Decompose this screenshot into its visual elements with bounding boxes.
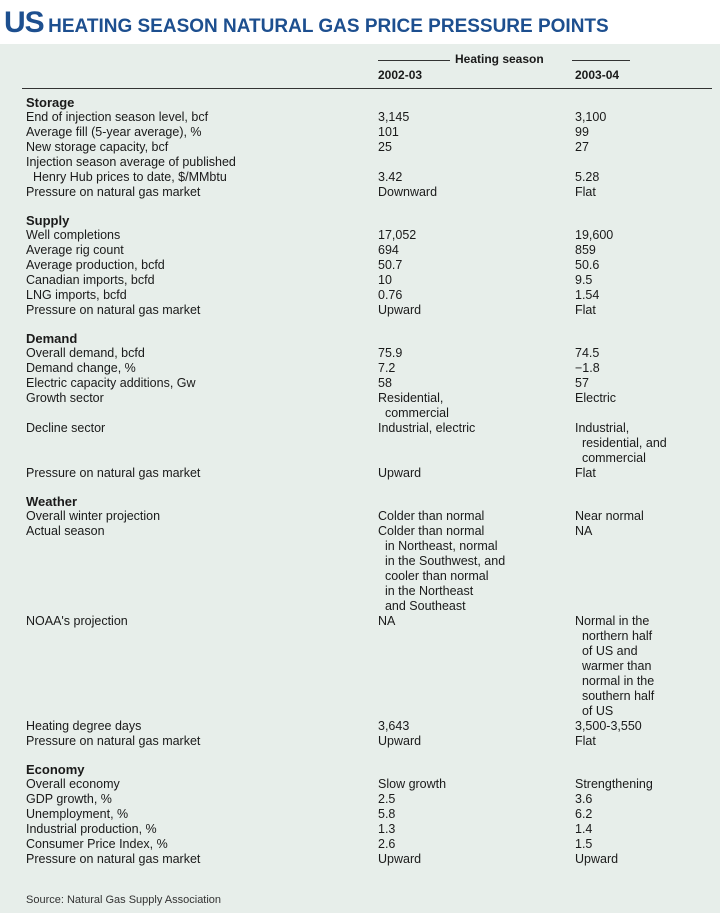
table-row xyxy=(0,361,720,376)
table-row xyxy=(0,273,720,288)
table-title xyxy=(4,6,716,40)
column-header-2002-03: 2002-03 xyxy=(378,68,423,82)
value-2003-04: 3.6 xyxy=(575,792,593,806)
row-label: Well completions xyxy=(26,228,121,242)
row-label: Pressure on natural gas market xyxy=(26,734,201,748)
table-row xyxy=(0,391,720,421)
value-2003-04: 99 xyxy=(575,125,589,139)
row-label: Consumer Price Index, % xyxy=(26,837,168,851)
row-label: LNG imports, bcfd xyxy=(26,288,127,302)
value-2002-03: 2.6 xyxy=(378,837,396,851)
row-label: Demand change, % xyxy=(26,361,136,375)
row-label: Pressure on natural gas market xyxy=(26,303,201,317)
title-us: US xyxy=(4,6,44,39)
value-2002-03: 3,643 xyxy=(378,719,410,733)
value-2003-04: 1.54 xyxy=(575,288,600,302)
value-2003-04: 1.5 xyxy=(575,837,593,851)
value-2002-03: Upward xyxy=(378,303,422,317)
table-row xyxy=(0,524,720,614)
value-2002-03: 75.9 xyxy=(378,346,403,360)
value-2002-03: 2.5 xyxy=(378,792,396,806)
row-label: End of injection season level, bcf xyxy=(26,110,209,124)
table-row xyxy=(0,509,720,524)
title-rest: HEATING SEASON NATURAL GAS PRICE PRESSURE POINTS xyxy=(48,16,609,37)
table-row xyxy=(0,228,720,243)
value-2002-03: Slow growth xyxy=(378,777,447,791)
row-label: NOAA's projection xyxy=(26,614,128,628)
table-row xyxy=(0,125,720,140)
heating-season-rule-right xyxy=(572,60,630,61)
value-2002-03: 1.3 xyxy=(378,822,396,836)
value-2003-04: 1.4 xyxy=(575,822,593,836)
table-row xyxy=(0,807,720,822)
row-label: Pressure on natural gas market xyxy=(26,466,201,480)
table-row xyxy=(0,792,720,807)
section-title: Weather xyxy=(26,494,78,509)
table-row xyxy=(0,346,720,361)
table-sections xyxy=(0,96,720,881)
section-title: Demand xyxy=(26,331,78,346)
table-panel xyxy=(0,44,720,913)
value-2002-03: Industrial, electric xyxy=(378,421,476,435)
table-row xyxy=(0,110,720,125)
row-label: Injection season average of published Henry Hub prices to date, $/MMbtu xyxy=(26,155,236,184)
section-title: Supply xyxy=(26,213,70,228)
row-label: Overall demand, bcfd xyxy=(26,346,145,360)
section-demand xyxy=(0,332,720,481)
row-label: Average production, bcfd xyxy=(26,258,165,272)
table-row xyxy=(0,837,720,852)
table-row xyxy=(0,303,720,318)
value-2002-03: 10 xyxy=(378,273,392,287)
value-2002-03: Upward xyxy=(378,466,422,480)
heating-season-rule-left xyxy=(378,60,450,61)
row-label: Heating degree days xyxy=(26,719,142,733)
row-label: Electric capacity additions, Gw xyxy=(26,376,196,390)
value-2003-04: Upward xyxy=(575,852,619,866)
value-2003-04: 50.6 xyxy=(575,258,600,272)
row-label: Decline sector xyxy=(26,421,106,435)
table-row xyxy=(0,243,720,258)
value-2003-04: Flat xyxy=(575,185,596,199)
table-row xyxy=(0,614,720,719)
value-2002-03: Colder than normal xyxy=(378,509,485,523)
section-storage xyxy=(0,96,720,200)
value-2002-03: 5.8 xyxy=(378,807,396,821)
heating-season-label: Heating season xyxy=(455,52,544,66)
column-header-2003-04: 2003-04 xyxy=(575,68,620,82)
value-2002-03: 0.76 xyxy=(378,288,403,302)
row-label: Unemployment, % xyxy=(26,807,129,821)
source-note: Source: Natural Gas Supply Association xyxy=(26,894,222,906)
value-2002-03: Downward xyxy=(378,185,438,199)
value-2003-04: 3,500-3,550 xyxy=(575,719,642,733)
row-label: Industrial production, % xyxy=(26,822,157,836)
table-row xyxy=(0,466,720,481)
row-label: Average fill (5-year average), % xyxy=(26,125,202,139)
table-row xyxy=(0,852,720,867)
value-2003-04: NA xyxy=(575,524,593,538)
value-2002-03: 7.2 xyxy=(378,361,396,375)
value-2003-04: 57 xyxy=(575,376,589,390)
table-row xyxy=(0,719,720,734)
value-2003-04: 5.28 xyxy=(575,170,600,184)
section-economy xyxy=(0,763,720,867)
row-label: Overall economy xyxy=(26,777,120,791)
row-label: Canadian imports, bcfd xyxy=(26,273,155,287)
table-row xyxy=(0,777,720,792)
row-label: GDP growth, % xyxy=(26,792,112,806)
table-row xyxy=(0,258,720,273)
value-2002-03: 50.7 xyxy=(378,258,403,272)
table-row xyxy=(0,421,720,466)
row-label: Pressure on natural gas market xyxy=(26,852,201,866)
table-row xyxy=(0,822,720,837)
table-row xyxy=(0,734,720,749)
value-2003-04: 859 xyxy=(575,243,596,257)
value-2003-04: Flat xyxy=(575,466,596,480)
value-2003-04: Normal in the northern half of US and warmer than normal in the southern half of US xyxy=(575,614,655,718)
value-2003-04: 74.5 xyxy=(575,346,600,360)
section-title: Economy xyxy=(26,762,85,777)
row-label: New storage capacity, bcf xyxy=(26,140,169,154)
value-2002-03: 101 xyxy=(378,125,399,139)
row-label: Growth sector xyxy=(26,391,104,405)
row-label: Actual season xyxy=(26,524,105,538)
value-2003-04: 27 xyxy=(575,140,589,154)
header-divider xyxy=(22,88,712,89)
value-2002-03: NA xyxy=(378,614,396,628)
value-2003-04: −1.8 xyxy=(575,361,600,375)
row-label: Average rig count xyxy=(26,243,124,257)
table-row xyxy=(0,140,720,155)
value-2002-03: 58 xyxy=(378,376,392,390)
row-label: Pressure on natural gas market xyxy=(26,185,201,199)
value-2003-04: Flat xyxy=(575,303,596,317)
table-row xyxy=(0,376,720,391)
table-row xyxy=(0,185,720,200)
section-supply xyxy=(0,214,720,318)
value-2003-04: 3,100 xyxy=(575,110,607,124)
value-2003-04: 19,600 xyxy=(575,228,614,242)
value-2003-04: Near normal xyxy=(575,509,644,523)
value-2002-03: 694 xyxy=(378,243,399,257)
section-title: Storage xyxy=(26,95,75,110)
value-2002-03: 17,052 xyxy=(378,228,417,242)
value-2002-03: 3,145 xyxy=(378,110,410,124)
value-2003-04: 6.2 xyxy=(575,807,593,821)
value-2003-04: Industrial, residential, and commercial xyxy=(575,421,667,465)
value-2003-04: Electric xyxy=(575,391,616,405)
value-2003-04: Flat xyxy=(575,734,596,748)
table-row xyxy=(0,288,720,303)
table-row xyxy=(0,155,720,185)
value-2002-03: Residential, commercial xyxy=(378,391,449,420)
row-label: Overall winter projection xyxy=(26,509,161,523)
section-weather xyxy=(0,495,720,749)
value-2002-03: 3.42 xyxy=(378,170,403,184)
value-2002-03: 25 xyxy=(378,140,392,154)
value-2002-03: Upward xyxy=(378,734,422,748)
value-2003-04: 9.5 xyxy=(575,273,593,287)
value-2002-03: Upward xyxy=(378,852,422,866)
value-2003-04: Strengthening xyxy=(575,777,653,791)
value-2002-03: Colder than normal in Northeast, normal in the Southwest, and cooler than normal in the Northeast and Southeast xyxy=(378,524,506,613)
